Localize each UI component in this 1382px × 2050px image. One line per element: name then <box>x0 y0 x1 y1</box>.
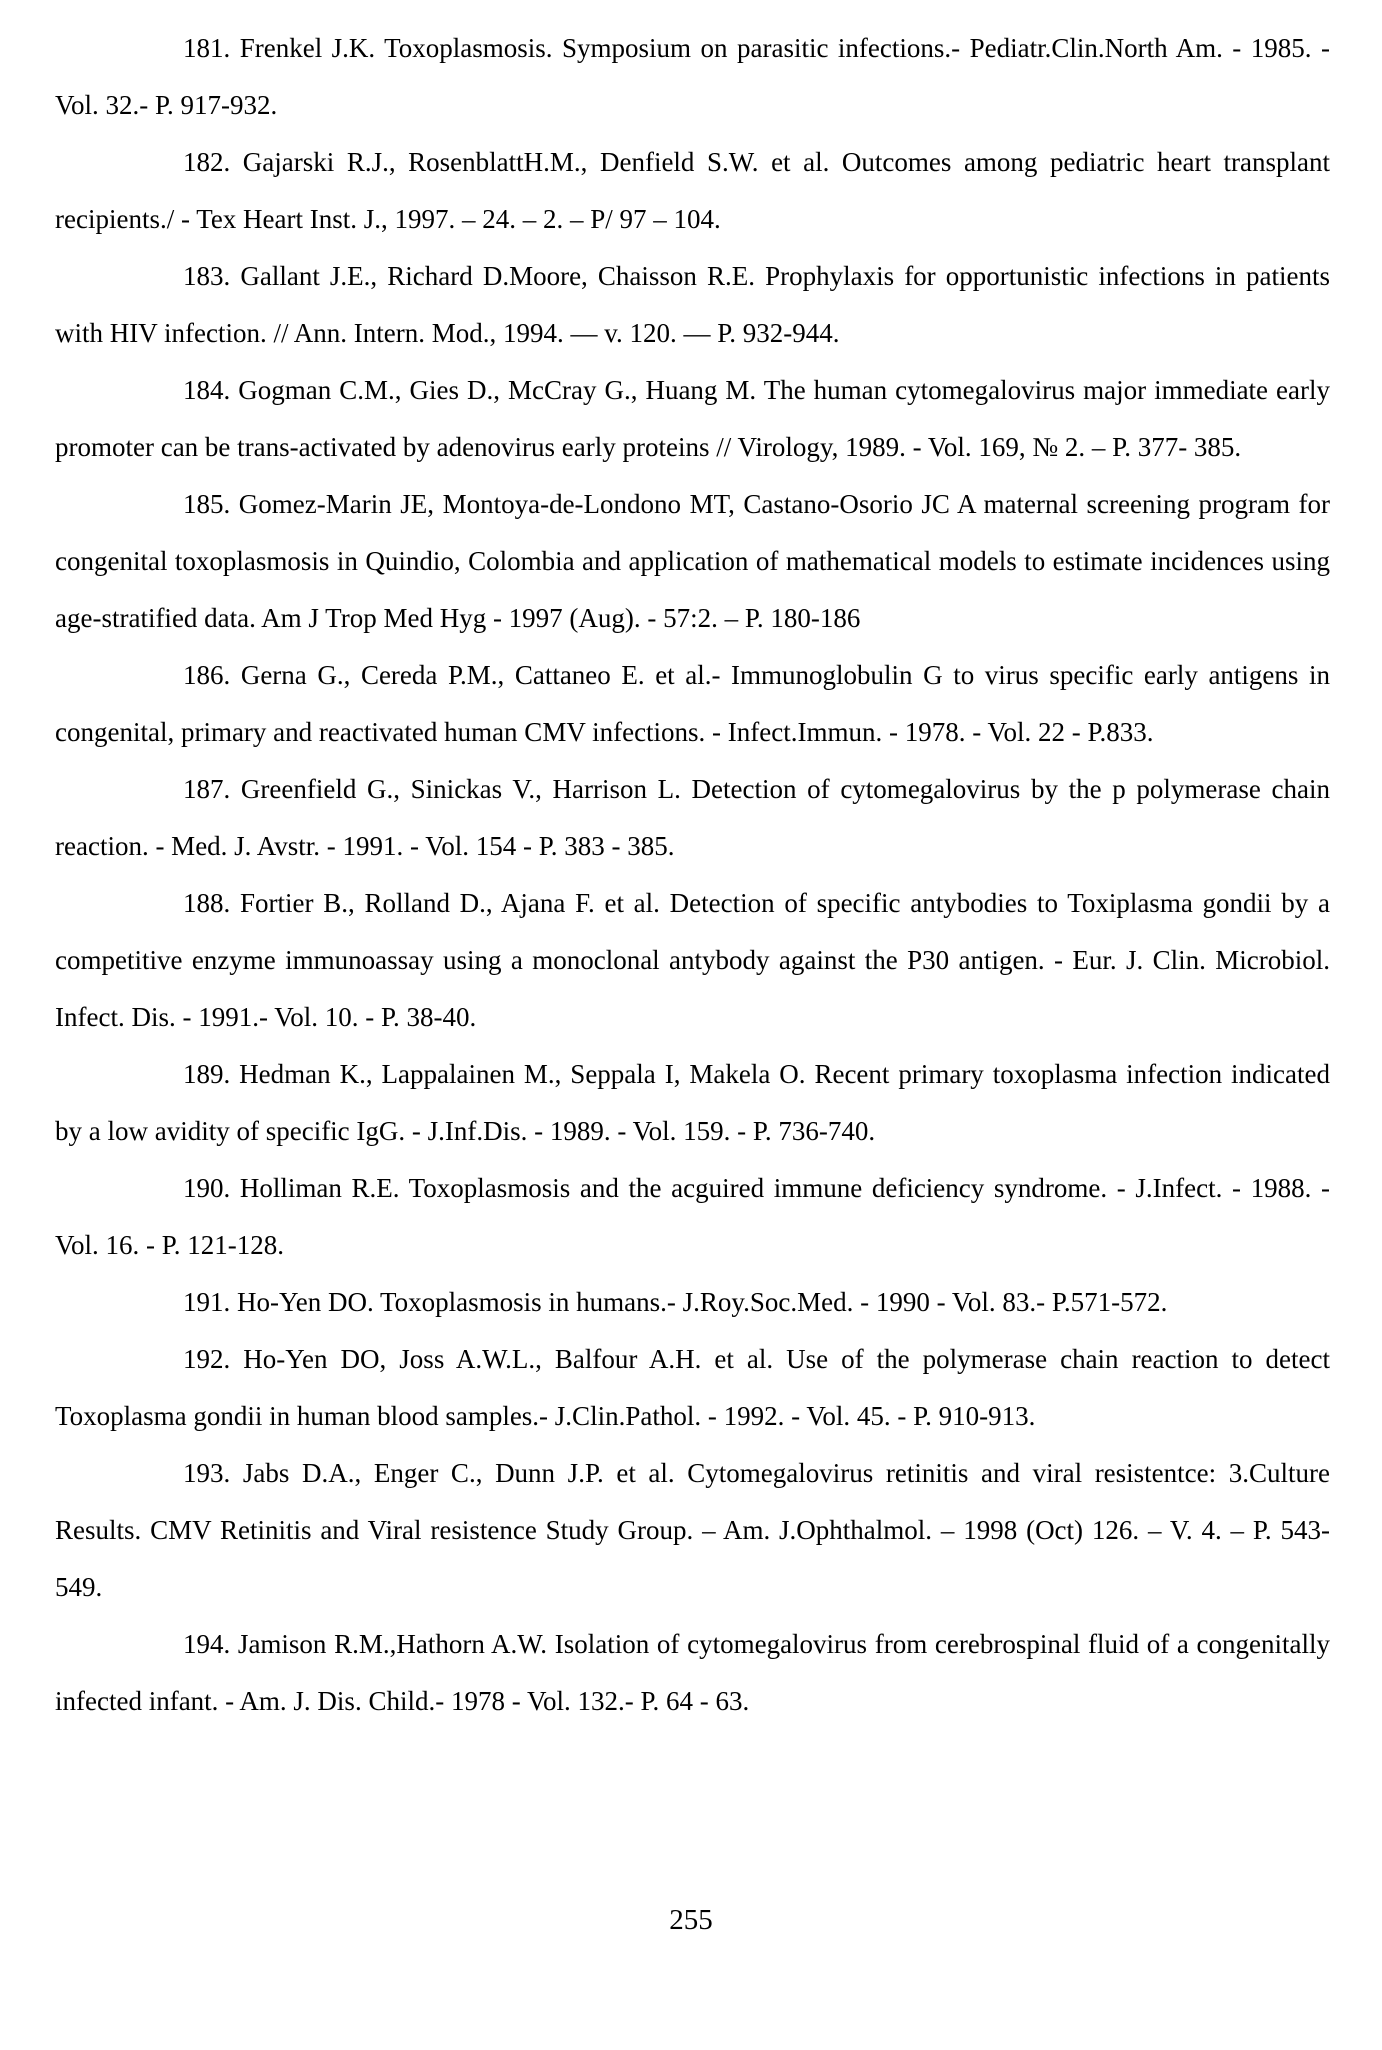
reference-entry-188: 188. Fortier B., Rolland D., Ajana F. et al. Detection of specific antybodies to Toxiplasma gondii by a competitive enzyme immunoassay using a monoclonal antybody against the P30 antigen. - Eur. J. Clin. Microbiol. Infect. Dis. - 1991.- Vol. 10. - P. 38-40. <box>55 888 1330 1032</box>
reference-entry-190: 190. Holliman R.E. Toxoplasmosis and the acguired immune deficiency syndrome. - J.Infect. - 1988. - Vol. 16. - P. 121-128. <box>55 1173 1330 1260</box>
reference-entry-187: 187. Greenfield G., Sinickas V., Harrison L. Detection of cytomegalovirus by the p polymerase chain reaction. - Med. J. Avstr. - 1991. - Vol. 154 - P. 383 - 385. <box>55 774 1330 861</box>
reference-entry-181: 181. Frenkel J.K. Toxoplasmosis. Symposium on parasitic infections.- Pediatr.Clin.North Am. - 1985. - Vol. 32.- P. 917-932. <box>55 33 1330 120</box>
reference-entry-193: 193. Jabs D.A., Enger C., Dunn J.P. et al. Cytomegalovirus retinitis and viral resistentce: 3.Culture Results. CMV Retinitis and Viral resistence Study Group. – Am. J.Ophthalmol. – 1998 (Oct) 126. – V. 4. – P. 543-549. <box>55 1458 1330 1602</box>
reference-entry-182: 182. Gajarski R.J., RosenblattH.M., Denfield S.W. et al. Outcomes among pediatric heart transplant recipients./ - Tex Heart Inst. J., 1997. – 24. – 2. – P/ 97 – 104. <box>55 147 1330 234</box>
reference-entry-192: 192. Ho-Yen DO, Joss A.W.L., Balfour A.H. et al. Use of the polymerase chain reaction to detect Toxoplasma gondii in human blood samples.- J.Clin.Pathol. - 1992. - Vol. 45. - P. 910-913. <box>55 1344 1330 1431</box>
reference-entry-183: 183. Gallant J.E., Richard D.Moore, Chaisson R.E. Prophylaxis for opportunistic infections in patients with HIV infection. // Ann. Intern. Mod., 1994. — v. 120. — P. 932-944. <box>55 261 1330 348</box>
reference-entry-185: 185. Gomez-Marin JE, Montoya-de-Londono MT, Castano-Osorio JC A maternal screening program for congenital toxoplasmosis in Quindio, Colombia and application of mathematical models to estimate incidences using age-stratified data. Am J Trop Med Hyg - 1997 (Aug). - 57:2. – P. 180-186 <box>55 489 1330 633</box>
reference-entry-194: 194. Jamison R.M.,Hathorn A.W. Isolation of cytomegalovirus from cerebrospinal fluid of a congenitally infected infant. - Am. J. Dis. Child.- 1978 - Vol. 132.- P. 64 - 63. <box>55 1629 1330 1716</box>
reference-list <box>55 20 1330 1730</box>
reference-entry-184: 184. Gogman C.M., Gies D., McCray G., Huang M. The human cytomegalovirus major immediate early promoter can be trans-activated by adenovirus early proteins // Virology, 1989. - Vol. 169, № 2. – P. 377- 385. <box>55 375 1330 462</box>
reference-entry-186: 186. Gerna G., Cereda P.M., Cattaneo E. et al.- Immunoglobulin G to virus specific early antigens in congenital, primary and reactivated human CMV infections. - Infect.Immun. - 1978. - Vol. 22 - P.833. <box>55 660 1330 747</box>
reference-entry-191: 191. Ho-Yen DO. Toxoplasmosis in humans.- J.Roy.Soc.Med. - 1990 - Vol. 83.- P.571-572. <box>183 1287 1168 1317</box>
reference-entry-189: 189. Hedman K., Lappalainen M., Seppala I, Makela O. Recent primary toxoplasma infection indicated by a low avidity of specific IgG. - J.Inf.Dis. - 1989. - Vol. 159. - P. 736-740. <box>55 1059 1330 1146</box>
page-number: 255 <box>669 1904 713 1936</box>
